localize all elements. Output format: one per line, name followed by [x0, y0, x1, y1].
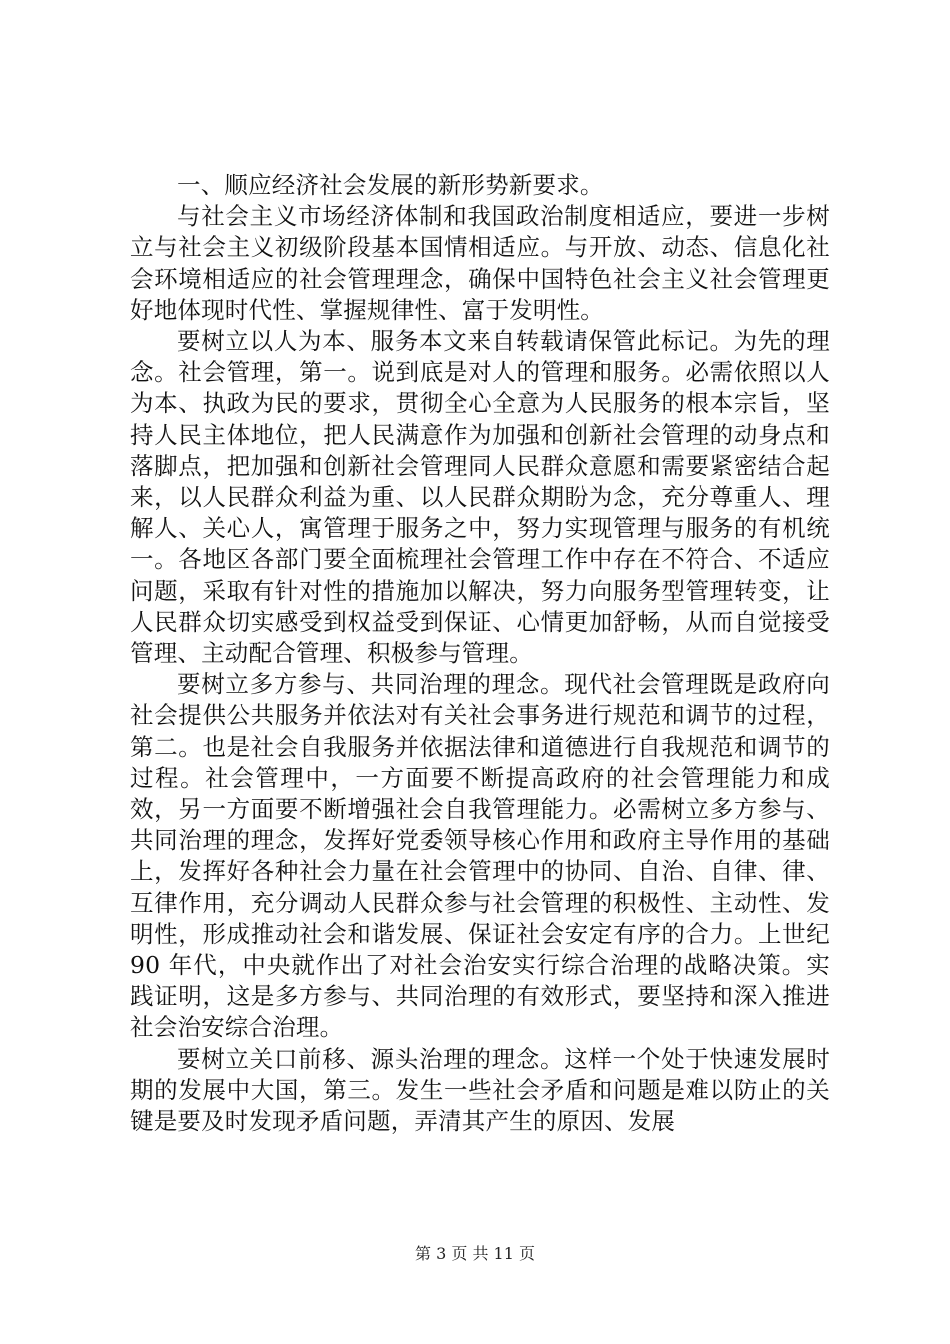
paragraph: 要树立多方参与、共同治理的理念。现代社会管理既是政府向社会提供公共服务并依法对有关社会事务进行规范和调节的过程，第二。也是社会自我服务并依据法律和道德进行自我规范和调节的过程。社会管理中，一方面要不断提高政府的社会管理能力和成效，另一方面要不断增强社会自我管理能力。必需树立多方参与、共同治理的理念，发挥好党委领导核心作用和政府主导作用的基础上，发挥好各种社会力量在社会管理中的协同、自治、自律、律、互律作用，充分调动人民群众参与社会管理的积极性、主动性、发明性，形成推动社会和谐发展、保证社会安定有序的合力。上世纪 90 年代，中央就作出了对社会治安实行综合治理的战略决策。实践证明，这是多方参与、共同治理的有效形式，要坚持和深入推进社会治安综合治理。	[130, 670, 830, 1042]
paragraph: 与社会主义市场经济体制和我国政治制度相适应，要进一步树立与社会主义初级阶段基本国情相适应。与开放、动态、信息化社会环境相适应的社会管理理念，确保中国特色社会主义社会管理更好地体现时代性、掌握规律性、富于发明性。	[130, 202, 830, 324]
page-footer: 第 3 页 共 11 页	[415, 1244, 535, 1263]
document-body	[130, 170, 830, 1137]
paragraph: 要树立以人为本、服务本文来自转载请保管此标记。为先的理念。社会管理，第一。说到底是对人的管理和服务。必需依照以人为本、执政为民的要求，贯彻全心全意为人民服务的根本宗旨，坚持人民主体地位，把人民满意作为加强和创新社会管理的动身点和落脚点，把加强和创新社会管理同人民群众意愿和需要紧密结合起来，以人民群众利益为重、以人民群众期盼为念，充分尊重人、理解人、关心人，寓管理于服务之中，努力实现管理与服务的有机统一。各地区各部门要全面梳理社会管理工作中存在不符合、不适应问题，采取有针对性的措施加以解决，努力向服务型管理转变，让人民群众切实感受到权益受到保证、心情更加舒畅，从而自觉接受管理、主动配合管理、积极参与管理。	[130, 327, 830, 668]
paragraph: 要树立关口前移、源头治理的理念。这样一个处于快速发展时期的发展中大国，第三。发生一些社会矛盾和问题是难以防止的关键是要及时发现矛盾问题，弄清其产生的原因、发展	[130, 1044, 830, 1136]
paragraph-heading: 一、顺应经济社会发展的新形势新要求。	[177, 171, 604, 199]
